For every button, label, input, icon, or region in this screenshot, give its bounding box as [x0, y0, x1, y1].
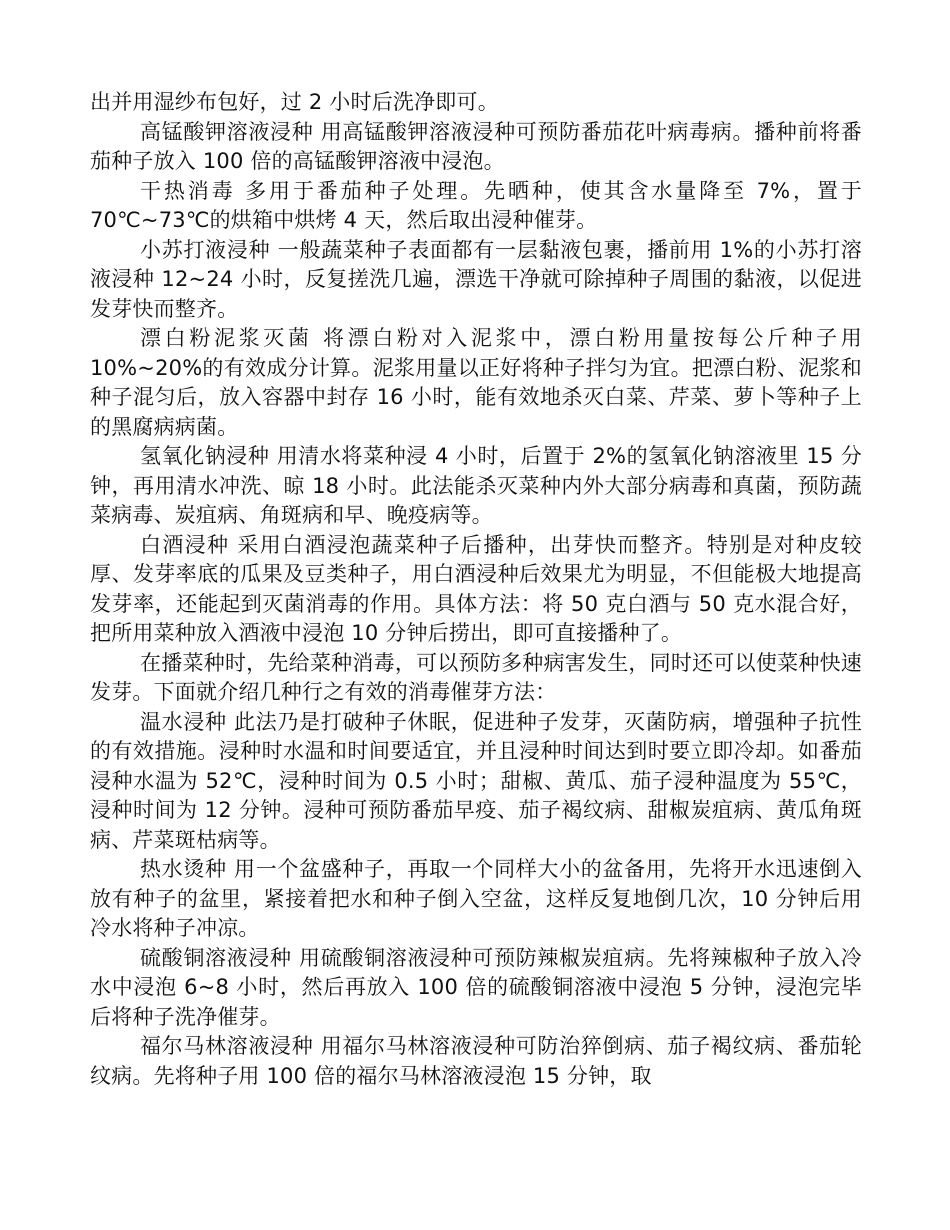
paragraph: 福尔马林溶液浸种 用福尔马林溶液浸种可防治猝倒病、茄子褐纹病、番茄轮纹病。先将种子用 100 倍的福尔马林溶液浸泡 15 分钟，取	[90, 1034, 862, 1088]
paragraph: 温水浸种 此法乃是打破种子休眠，促进种子发芽，灭菌防病，增强种子抗性的有效措施。浸种时水温和时间要适宜，并且浸种时间达到时要立即冷却。如番茄浸种水温为 52℃，浸种时间为 0.5 小时；甜椒、黄瓜、茄子浸种温度为 55℃，浸种时间为 12 分钟。浸种可预防番茄早疫、茄子褐纹病、甜椒炭疽病、黄瓜角斑病、芹菜斑枯病等。	[90, 709, 862, 852]
paragraph: 硫酸铜溶液浸种 用硫酸铜溶液浸种可预防辣椒炭疽病。先将辣椒种子放入冷水中浸泡 6~8 小时，然后再放入 100 倍的硫酸铜溶液中浸泡 5 分钟，浸泡完毕后将种子洗净催芽。	[90, 945, 862, 1029]
paragraph: 出并用湿纱布包好，过 2 小时后洗净即可。	[90, 90, 499, 114]
paragraph: 漂白粉泥浆灭菌 将漂白粉对入泥浆中，漂白粉用量按每公斤种子用 10%~20%的有效成分计算。泥浆用量以正好将种子拌匀为宜。把漂白粉、泥浆和种子混匀后，放入容器中封存 16 小时，能有效地杀灭白菜、芹菜、萝卜等种子上的黑腐病病菌。	[90, 326, 862, 439]
paragraph: 热水烫种 用一个盆盛种子，再取一个同样大小的盆备用，先将开水迅速倒入放有种子的盆里，紧接着把水和种子倒入空盆，这样反复地倒几次，10 分钟后用冷水将种子冲凉。	[90, 857, 862, 940]
document-page	[90, 88, 862, 1091]
paragraph: 小苏打液浸种 一般蔬菜种子表面都有一层黏液包裹，播前用 1%的小苏打溶液浸种 12~24 小时，反复搓洗几遍，漂选干净就可除掉种子周围的黏液，以促进发芽快而整齐。	[90, 237, 862, 321]
paragraph: 高锰酸钾溶液浸种 用高锰酸钾溶液浸种可预防番茄花叶病毒病。播种前将番茄种子放入 100 倍的高锰酸钾溶液中浸泡。	[90, 119, 862, 173]
paragraph: 白酒浸种 采用白酒浸泡蔬菜种子后播种，出芽快而整齐。特别是对种皮较厚、发芽率底的瓜果及豆类种子，用白酒浸种后效果尤为明显，不但能极大地提高发芽率，还能起到灭菌消毒的作用。具体方法：将 50 克白酒与 50 克水混合好，把所用菜种放入酒液中浸泡 10 分钟后捞出，即可直接播种了。	[90, 532, 862, 645]
paragraph: 在播菜种时，先给菜种消毒，可以预防多种病害发生，同时还可以使菜种快速发芽。下面就介绍几种行之有效的消毒催芽方法：	[90, 650, 862, 704]
paragraph: 干热消毒 多用于番茄种子处理。先晒种，使其含水量降至 7%，置于 70℃~73℃的烘箱中烘烤 4 天，然后取出浸种催芽。	[90, 178, 862, 232]
paragraph: 氢氧化钠浸种 用清水将菜种浸 4 小时，后置于 2%的氢氧化钠溶液里 15 分钟，再用清水冲洗、晾 18 小时。此法能杀灭菜种内外大部分病毒和真菌，预防蔬菜病毒、炭疽病、角斑病和早、晚疫病等。	[90, 444, 862, 527]
